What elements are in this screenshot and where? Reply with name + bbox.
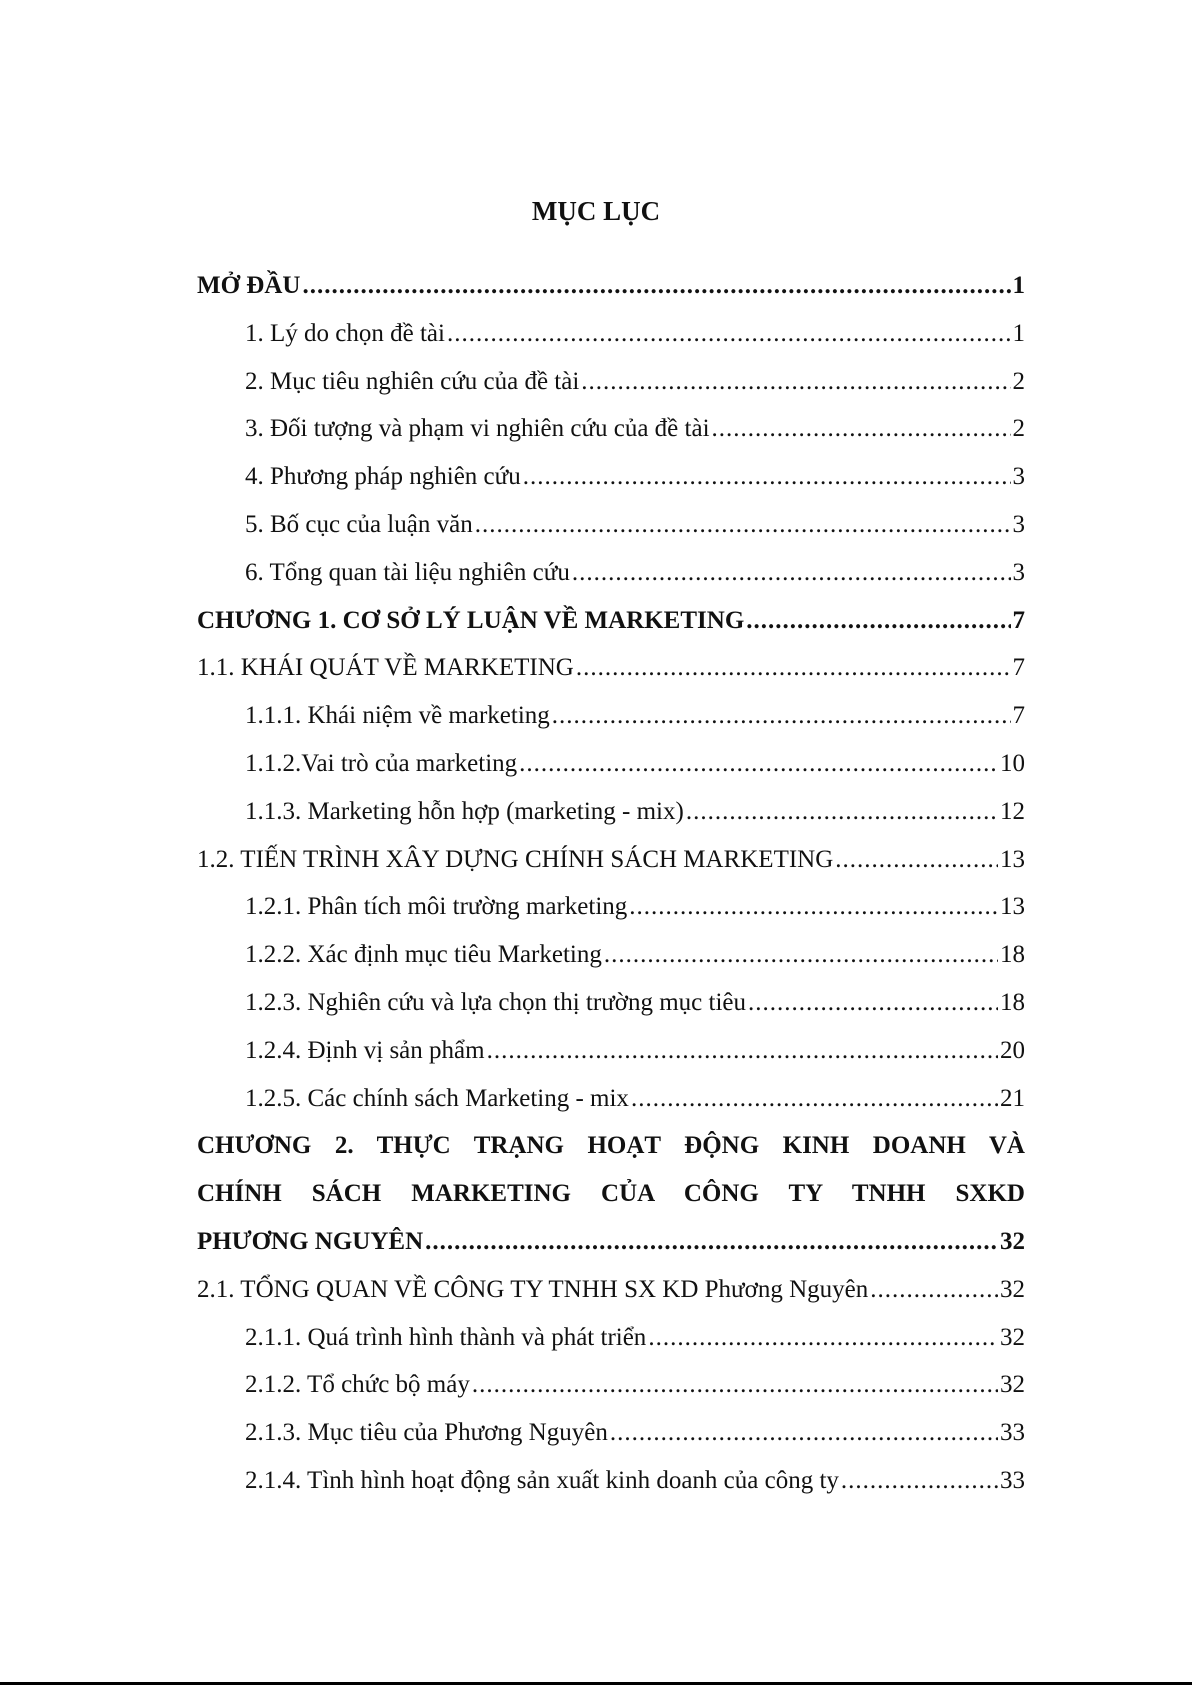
page-number: 32	[1000, 1323, 1025, 1351]
toc-entry	[197, 262, 1025, 310]
page-number: 13	[1000, 893, 1025, 921]
toc-entry	[197, 979, 1025, 1027]
toc-part-intro-chapter1	[197, 262, 1025, 1122]
dot-leader	[746, 597, 1010, 645]
toc-entry	[197, 549, 1025, 597]
page-number: 32	[1000, 1371, 1025, 1399]
page-number: 13	[1000, 845, 1025, 873]
dot-leader	[648, 1314, 998, 1362]
entry-title: 5. Bố cục của luận văn	[245, 510, 473, 538]
page-number: 3	[1012, 463, 1025, 491]
toc-entry	[197, 1027, 1025, 1075]
entry-title: 6. Tổng quan tài liệu nghiên cứu	[245, 558, 570, 586]
page-number: 32	[1000, 1227, 1025, 1255]
toc-entry	[197, 740, 1025, 788]
dot-leader	[870, 1266, 998, 1314]
dot-leader	[748, 979, 998, 1027]
entry-title: 2.1.3. Mục tiêu của Phương Nguyên	[245, 1419, 608, 1447]
page-number: 21	[1000, 1084, 1025, 1112]
toc-entry	[197, 788, 1025, 836]
entry-title: 1.1.1. Khái niệm về marketing	[245, 702, 550, 730]
page-number: 18	[1000, 941, 1025, 969]
entry-title: 2.1.2. Tổ chức bộ máy	[245, 1371, 470, 1399]
page-number: 7	[1012, 606, 1025, 634]
dot-leader	[523, 453, 1011, 501]
entry-title: 2. Mục tiêu nghiên cứu của đề tài	[245, 367, 580, 395]
table-of-contents	[197, 262, 1025, 1505]
page-title: MỤC LỤC	[531, 196, 661, 226]
dot-leader	[610, 1409, 998, 1457]
page-number: 7	[1012, 654, 1025, 682]
page-number: 20	[1000, 1036, 1025, 1064]
toc-entry-chapter2	[197, 1122, 1025, 1218]
toc-entry	[197, 692, 1025, 740]
page-number: 1	[1012, 272, 1025, 299]
toc-entry	[197, 931, 1025, 979]
dot-leader	[572, 549, 1011, 597]
toc-entry	[197, 1075, 1025, 1123]
dot-leader	[487, 1027, 998, 1075]
page-number: 10	[1000, 749, 1025, 777]
page-number: 32	[1000, 1275, 1025, 1303]
dot-leader	[629, 883, 998, 931]
toc-entry	[197, 597, 1025, 645]
dot-leader	[472, 1361, 998, 1409]
entry-title: 1.2.3. Nghiên cứu và lựa chọn thị trường mục tiêu	[245, 988, 746, 1016]
dot-leader	[576, 644, 1011, 692]
entry-title: 1.2.1. Phân tích môi trường marketing	[245, 893, 628, 921]
dot-leader	[447, 310, 1011, 358]
dot-leader	[686, 788, 998, 836]
dot-leader	[425, 1218, 998, 1266]
entry-title: MỞ ĐẦU	[197, 272, 301, 299]
dot-leader	[841, 1457, 998, 1505]
dot-leader	[835, 836, 998, 884]
toc-entry	[197, 836, 1025, 884]
dot-leader	[475, 501, 1011, 549]
entry-title: 2.1. TỔNG QUAN VỀ CÔNG TY TNHH SX KD Phương Nguyên	[197, 1275, 869, 1303]
chapter2-line1: CHƯƠNG 2. THỰC TRẠNG HOẠT ĐỘNG KINH DOANH VÀ	[197, 1132, 1025, 1160]
entry-title: 1.1. KHÁI QUÁT VỀ MARKETING	[197, 654, 574, 682]
toc-entry	[197, 644, 1025, 692]
entry-title: 2.1.1. Quá trình hình thành và phát triển	[245, 1323, 647, 1351]
entry-title: 1.2.5. Các chính sách Marketing - mix	[245, 1084, 629, 1112]
entry-title: 1. Lý do chọn đề tài	[245, 319, 445, 347]
page-number: 18	[1000, 988, 1025, 1016]
dot-leader	[552, 692, 1011, 740]
chapter2-line2: CHÍNH SÁCH MARKETING CỦA CÔNG TY TNHH SXKD	[197, 1180, 1025, 1208]
entry-title: 1.2.4. Định vị sản phẩm	[245, 1036, 485, 1064]
dot-leader	[302, 262, 1010, 310]
toc-entry	[197, 405, 1025, 453]
page-number: 12	[1000, 797, 1025, 825]
toc-entry	[197, 310, 1025, 358]
toc-entry	[197, 1266, 1025, 1314]
entry-title: 2.1.4. Tình hình hoạt động sản xuất kinh doanh của công ty	[245, 1466, 839, 1494]
page-number: 3	[1012, 558, 1025, 586]
entry-title: 3. Đối tượng và phạm vi nghiên cứu của đề tài	[245, 415, 710, 443]
entry-title: 1.2.2. Xác định mục tiêu Marketing	[245, 941, 602, 969]
toc-entry	[197, 1409, 1025, 1457]
toc-entry	[197, 1361, 1025, 1409]
entry-title: 1.1.3. Marketing hỗn hợp (marketing - mix)	[245, 797, 684, 825]
entry-title: 1.2. TIẾN TRÌNH XÂY DỰNG CHÍNH SÁCH MARKETING	[197, 845, 834, 873]
toc-entry	[197, 358, 1025, 406]
toc-part-chapter2	[197, 1266, 1025, 1505]
toc-entry	[197, 1457, 1025, 1505]
page-number: 33	[1000, 1419, 1025, 1447]
toc-entry	[197, 453, 1025, 501]
page-number: 3	[1012, 510, 1025, 538]
dot-leader	[581, 358, 1010, 406]
page-number: 7	[1012, 702, 1025, 730]
toc-entry-chapter2-last-line	[197, 1218, 1025, 1266]
dot-leader	[631, 1075, 998, 1123]
dot-leader	[519, 740, 998, 788]
toc-entry	[197, 501, 1025, 549]
toc-entry	[197, 883, 1025, 931]
chapter2-line3: PHƯƠNG NGUYÊN	[197, 1227, 424, 1255]
toc-entry	[197, 1314, 1025, 1362]
page-number: 1	[1012, 319, 1025, 347]
entry-title: CHƯƠNG 1. CƠ SỞ LÝ LUẬN VỀ MARKETING	[197, 606, 745, 634]
entry-title: 4. Phương pháp nghiên cứu	[245, 463, 521, 491]
dot-leader	[604, 931, 998, 979]
page-number: 33	[1000, 1466, 1025, 1494]
dot-leader	[712, 405, 1011, 453]
page-number: 2	[1012, 415, 1025, 443]
page-number: 2	[1012, 367, 1025, 395]
entry-title: 1.1.2.Vai trò của marketing	[245, 749, 518, 777]
